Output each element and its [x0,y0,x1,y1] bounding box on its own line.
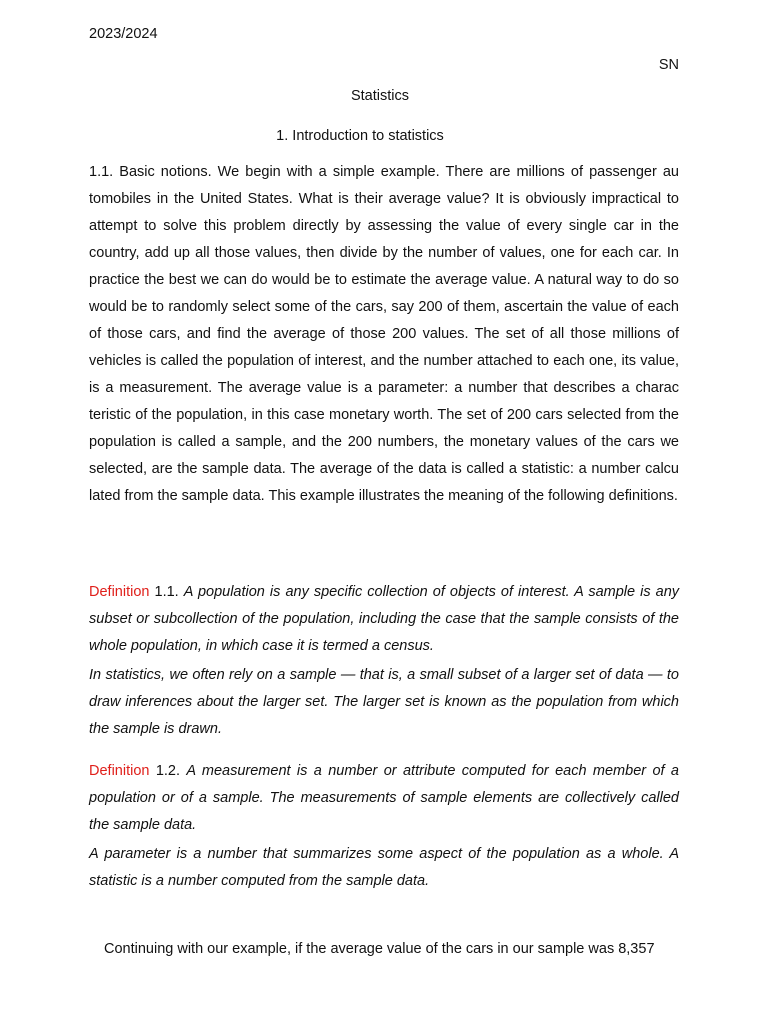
definition-2-label: Definition [89,763,150,779]
definition-1-label: Definition [89,584,150,600]
definition-2-extra: A parameter is a number that summarizes some aspect of the population as a whole. A statistic is a number computed from the sample data. [89,846,679,889]
definition-2 [89,758,679,839]
intro-paragraph: 1.1. Basic notions. We begin with a simple example. There are millions of passenger au tomobiles in the United States. What is their average value? It is obviously impractical to attempt to solve this problem directly by assessing the value of every single car in the country, add up all those values, then divide by the number of values, one for each car. In practice the best we can do would be to estimate the average value. A natural way to do so would be to randomly select some of the cars, say 200 of them, ascertain the value of each of those cars, and find the average of those 200 values. The set of all those millions of vehicles is called the population of interest, and the number attached to each one, its value, is a measurement. The average value is a parameter: a number that describes a charac teristic of the population, in this case monetary worth. The set of 200 cars selected from the population is called a sample, and the 200 numbers, the monetary values of the cars we selected, are the sample data. The average of the data is called a statistic: a number calcu lated from the sample data. This example illustrates the meaning of the following definitions. [89,164,679,504]
definition-1-text: A population is any specific collection of objects of interest. A sample is any subset or subcollection of the population, including the case that the sample consists of the whole population, in which case it is termed a census. [89,584,680,654]
header-year: 2023/2024 [89,26,158,42]
definition-1-extra: In statistics, we often rely on a sample — that is, a small subset of a larger set of data — to draw inferences about the larger set. The larger set is known as the population from which the sample is drawn. [89,667,679,737]
document-title: Statistics [350,88,409,104]
definition-1 [89,579,679,660]
continuing-paragraph: Continuing with our example, if the average value of the cars in our sample was 8,357 [104,941,655,957]
definition-2-number: 1.2. [155,763,181,779]
section-heading: 1. Introduction to statistics [276,128,444,144]
definition-1-number: 1.1. [154,584,179,600]
definition-2-text: A measurement is a number or attribute computed for each member of a population or of a sample. The measurements of sample elements are collectively called the sample data. [89,763,679,833]
header-initials: SN [658,57,679,73]
